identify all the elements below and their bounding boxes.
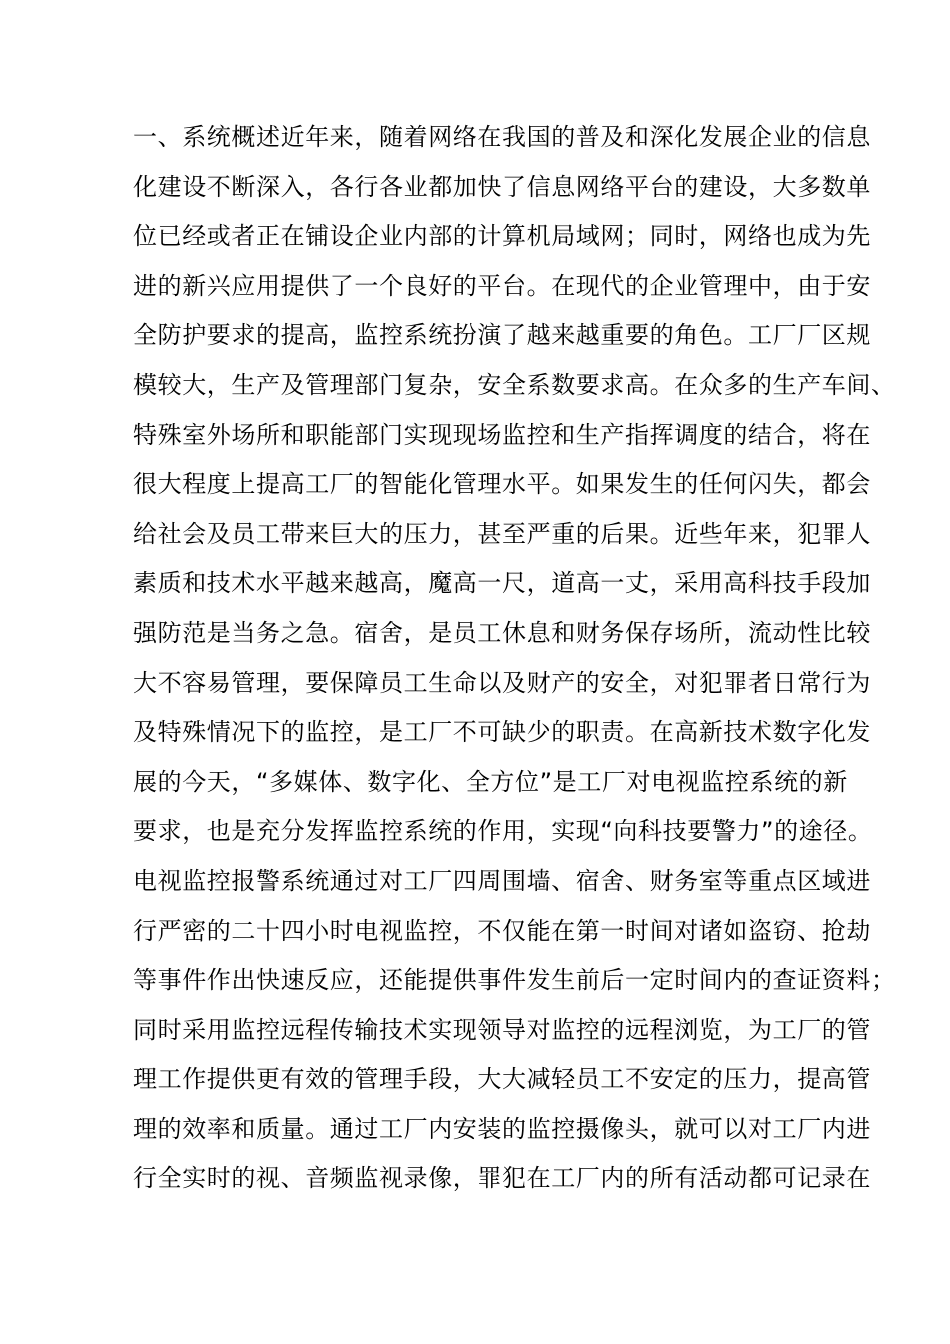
text-line: 理的效率和质量。通过工厂内安装的监控摄像头，就可以对工厂内进	[133, 1114, 871, 1143]
text-line: 进的新兴应用提供了一个良好的平台。在现代的企业管理中，由于安	[133, 271, 871, 300]
text-line: 模较大，生产及管理部门复杂，安全系数要求高。在众多的生产车间、	[133, 370, 896, 399]
text-line: 给社会及员工带来巨大的压力，甚至严重的后果。近些年来，犯罪人	[133, 519, 871, 548]
text-line: 同时采用监控远程传输技术实现领导对监控的远程浏览，为工厂的管	[133, 1015, 871, 1044]
body-paragraph	[133, 113, 896, 1204]
text-line: 展的今天，“多媒体、数字化、全方位”是工厂对电视监控系统的新	[133, 767, 848, 796]
text-line: 等事件作出快速反应，还能提供事件发生前后一定时间内的查证资料；	[133, 966, 896, 995]
text-line: 很大程度上提高工厂的智能化管理水平。如果发生的任何闪失，都会	[133, 470, 871, 499]
text-line: 行全实时的视、音频监视录像，罪犯在工厂内的所有活动都可记录在	[133, 1164, 871, 1193]
text-line: 位已经或者正在铺设企业内部的计算机局域网；同时，网络也成为先	[133, 222, 871, 251]
text-line: 电视监控报警系统通过对工厂四周围墙、宿舍、财务室等重点区域进	[133, 866, 871, 895]
text-line: 大不容易管理，要保障员工生命以及财产的安全，对犯罪者日常行为	[133, 668, 871, 697]
text-line: 特殊室外场所和职能部门实现现场监控和生产指挥调度的结合，将在	[133, 420, 871, 449]
text-line: 素质和技术水平越来越高，魔高一尺，道高一丈，采用高科技手段加	[133, 569, 871, 598]
text-line: 全防护要求的提高，监控系统扮演了越来越重要的角色。工厂厂区规	[133, 321, 871, 350]
text-line: 及特殊情况下的监控，是工厂不可缺少的职责。在高新技术数字化发	[133, 718, 871, 747]
text-line: 强防范是当务之急。宿舍，是员工休息和财务保存场所，流动性比较	[133, 618, 871, 647]
text-line: 理工作提供更有效的管理手段，大大减轻员工不安定的压力，提高管	[133, 1065, 871, 1094]
text-line: 要求，也是充分发挥监控系统的作用，实现“向科技要警力”的途径。	[133, 817, 873, 846]
text-line: 化建设不断深入，各行各业都加快了信息网络平台的建设，大多数单	[133, 172, 871, 201]
text-line: 一、系统概述近年来，随着网络在我国的普及和深化发展企业的信息	[133, 123, 871, 151]
text-line: 行严密的二十四小时电视监控，不仅能在第一时间对诸如盗窃、抢劫	[133, 916, 871, 945]
